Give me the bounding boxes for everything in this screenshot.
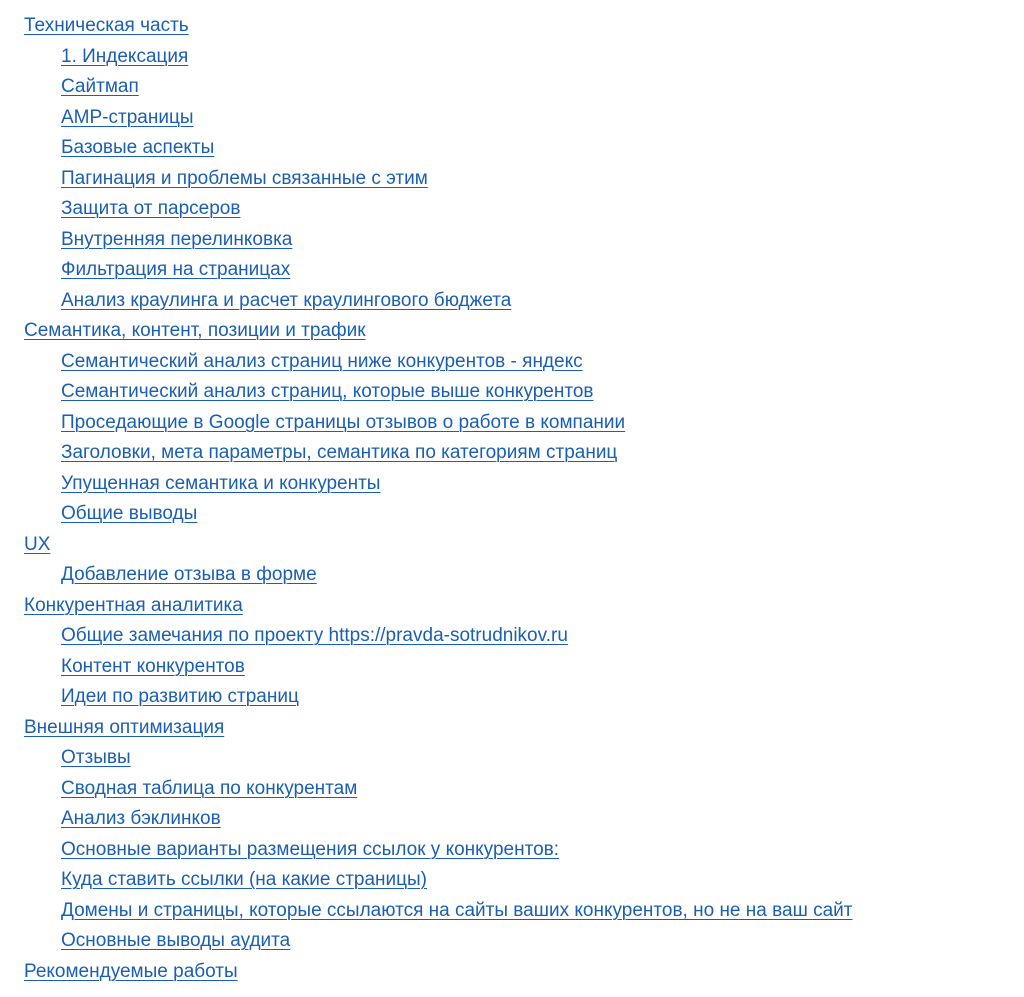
toc-subsection-link[interactable]: Сайтмап [61,76,139,97]
toc-subsection-link[interactable]: Идеи по развитию страниц [61,686,299,707]
toc-subsection-link[interactable]: Базовые аспекты [61,137,215,158]
toc-subsection [24,560,852,591]
toc-subsection-link[interactable]: Общие замечания по проекту https://pravda-sotrudnikov.ru [61,625,568,646]
toc-subsection [24,835,852,866]
toc-subsection-link[interactable]: Добавление отзыва в форме [61,564,317,585]
toc-subsection [24,103,852,134]
toc-subsection [24,408,852,439]
toc-subsection-link[interactable]: Куда ставить ссылки (на какие страницы) [61,869,428,890]
toc-section-link[interactable]: Внешняя оптимизация [24,716,225,738]
toc-section [24,957,852,988]
toc-subsection [24,621,852,652]
toc-subsection-link[interactable]: Заголовки, мета параметры, семантика по категориям страниц [61,442,618,463]
toc-subsection-link[interactable]: Внутренняя перелинковка [61,228,293,250]
toc-subsection [24,743,852,774]
toc-subsection-link[interactable]: Упущенная семантика и конкуренты [61,472,381,494]
toc-section [24,11,852,42]
toc-section-link[interactable]: Рекомендуемые работы [24,960,238,982]
toc-subsection-link[interactable]: Сводная таблица по конкурентам [61,777,358,799]
toc-subsection-link[interactable]: Домены и страницы, которые ссылаются на сайты ваших конкурентов, но не на ваш сайт [61,899,853,921]
toc-subsection-link[interactable]: Пагинация и проблемы связанные с этим [61,167,428,189]
table-of-contents [24,11,852,987]
toc-subsection [24,682,852,713]
toc-subsection [24,804,852,835]
toc-subsection [24,774,852,805]
toc-section-link[interactable]: UX [24,533,51,555]
toc-subsection-link[interactable]: Анализ краулинга и расчет краулингового бюджета [61,289,512,311]
toc-section-link[interactable]: Семантика, контент, позиции и трафик [24,320,366,341]
toc-subsection [24,194,852,225]
toc-subsection [24,499,852,530]
toc-subsection [24,377,852,408]
toc-subsection-link[interactable]: Проседающие в Google страницы отзывов о работе в компании [61,411,626,433]
toc-subsection [24,438,852,469]
toc-subsection [24,255,852,286]
toc-subsection [24,347,852,378]
toc-section-link[interactable]: Техническая часть [24,15,189,36]
toc-subsection-link[interactable]: Семантический анализ страниц, которые выше конкурентов [61,381,594,402]
toc-subsection [24,225,852,256]
toc-section [24,530,852,561]
toc-subsection [24,865,852,896]
toc-section [24,591,852,622]
toc-subsection-link[interactable]: 1. Индексация [61,45,189,67]
toc-subsection [24,42,852,73]
toc-subsection-link[interactable]: Семантический анализ страниц ниже конкурентов - яндекс [61,350,583,372]
toc-subsection [24,72,852,103]
toc-subsection-link[interactable]: Отзывы [61,747,131,768]
toc-subsection-link[interactable]: Общие выводы [61,503,198,524]
toc-subsection-link[interactable]: Контент конкурентов [61,655,245,677]
toc-subsection [24,164,852,195]
toc-subsection-link[interactable]: AMP-страницы [61,106,194,128]
toc-subsection-link[interactable]: Основные варианты размещения ссылок у конкурентов: [61,838,560,860]
toc-subsection [24,896,852,927]
toc-subsection-link[interactable]: Анализ бэклинков [61,808,221,829]
toc-section-link[interactable]: Конкурентная аналитика [24,594,243,616]
toc-section [24,713,852,744]
toc-subsection [24,133,852,164]
toc-subsection-link[interactable]: Фильтрация на страницах [61,259,291,280]
toc-subsection-link[interactable]: Защита от парсеров [61,198,241,219]
toc-subsection [24,652,852,683]
toc-subsection-link[interactable]: Основные выводы аудита [61,930,291,951]
toc-section [24,316,852,347]
toc-subsection [24,926,852,957]
toc-subsection [24,286,852,317]
toc-subsection [24,469,852,500]
